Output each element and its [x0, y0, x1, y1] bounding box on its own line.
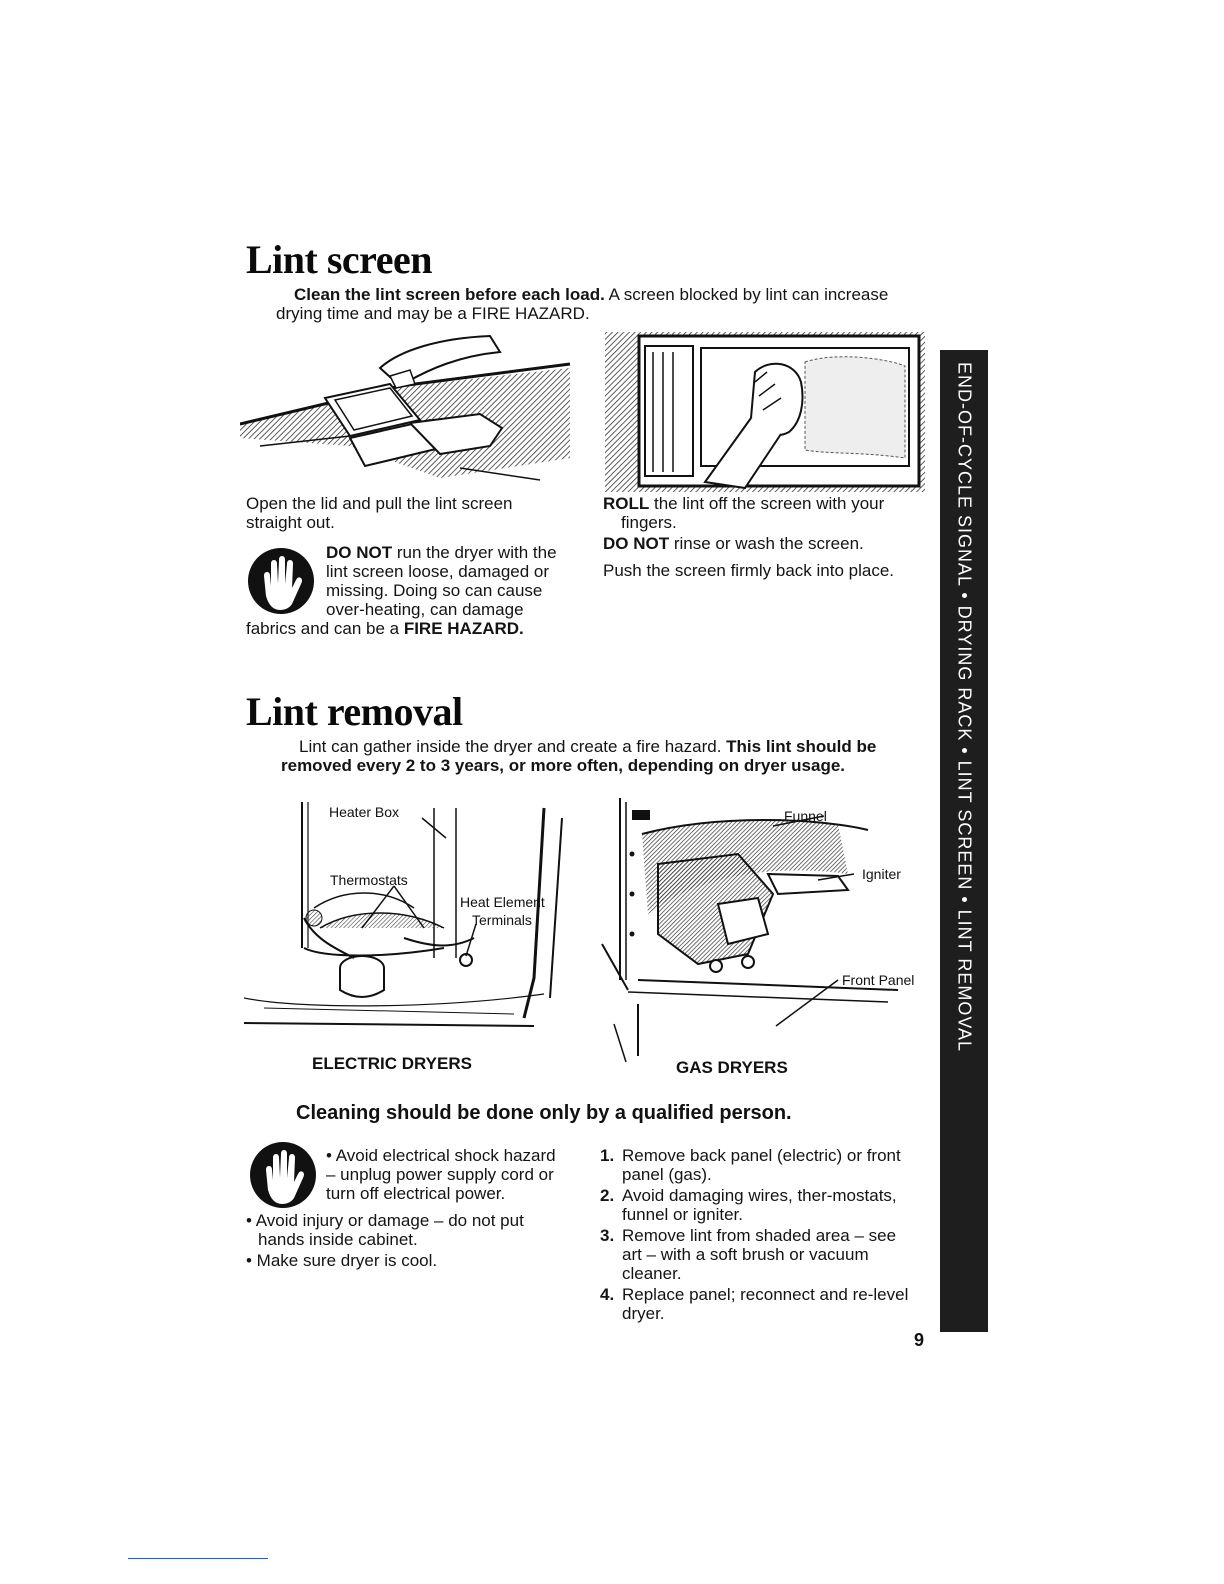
lint-removal-intro-bold: This lint should be removed every 2 to 3 years, or more often, depending on dryer usage. — [281, 737, 877, 775]
lint-screen-intro — [276, 285, 916, 323]
label-terminals: Terminals — [472, 912, 532, 928]
warning-text: run the dryer with the lint screen loose, damaged or missing. Doing so can cause over-heating, can damage fabrics and can be a — [246, 543, 557, 638]
gas-dryers-caption: GAS DRYERS — [676, 1058, 788, 1077]
step-item: 3. Remove lint from shaded area – see art – with a soft brush or vacuum cleaner. — [600, 1226, 897, 1283]
roll-bold: ROLL — [603, 494, 650, 513]
lint-screen-open-illustration — [240, 328, 570, 493]
lint-screen-heading: Lint screen — [246, 237, 432, 282]
warning-fire-hazard: FIRE HAZARD. — [403, 619, 524, 638]
footer-rule — [128, 1558, 268, 1559]
lint-removal-intro — [281, 737, 901, 775]
bullet-injury: • Avoid injury or damage – do not put hands inside cabinet. — [246, 1211, 524, 1249]
label-funnel: Funnel — [784, 808, 827, 824]
safety-bullets — [246, 1146, 566, 1272]
roll-text: the lint off the screen with your fingers. — [621, 494, 885, 532]
gas-dryer-illustration — [598, 794, 936, 1064]
label-heat-element: Heat Element — [460, 894, 545, 910]
lint-screen-roll-caption — [603, 494, 903, 580]
section-tab — [940, 350, 988, 1332]
label-front-panel: Front Panel — [842, 972, 915, 988]
lint-screen-intro-bold: Clean the lint screen before each load. — [294, 285, 605, 304]
label-thermostats: Thermostats — [330, 872, 408, 888]
lint-screen-roll-illustration — [605, 322, 925, 492]
step-item: 1. Remove back panel (electric) or front panel (gas). — [600, 1146, 901, 1184]
lint-screen-intro-rest: A screen blocked by lint can increase drying time and may be a FIRE HAZARD. — [276, 285, 889, 323]
lint-removal-heading: Lint removal — [246, 689, 463, 734]
donot-text: rinse or wash the screen. — [669, 534, 864, 553]
qualified-person-note: Cleaning should be done only by a qualified person. — [296, 1102, 792, 1124]
bullet-cool: • Make sure dryer is cool. — [246, 1251, 438, 1270]
bullet-shock: • Avoid electrical shock hazard – unplug power supply cord or turn off electrical power. — [326, 1146, 556, 1203]
lint-removal-intro-text: Lint can gather inside the dryer and create a fire hazard. — [299, 737, 727, 756]
page-number: 9 — [914, 1330, 925, 1350]
cleaning-steps — [600, 1146, 920, 1325]
push-text: Push the screen firmly back into place. — [603, 561, 895, 580]
warning-do-not: DO NOT — [326, 543, 393, 562]
lint-screen-warning — [246, 543, 566, 638]
electric-dryer-illustration — [244, 798, 574, 1030]
step-item: 4. Replace panel; reconnect and re-level dryer. — [600, 1285, 909, 1323]
label-igniter: Igniter — [862, 866, 901, 882]
donot-bold: DO NOT — [603, 534, 670, 553]
section-tab-label: END-OF-CYCLE SIGNAL • DRYING RACK • LINT SCREEN • LINT REMOVAL — [954, 362, 975, 1053]
label-heater-box: Heater Box — [329, 804, 400, 820]
lint-screen-open-caption: Open the lid and pull the lint screen straight out. — [246, 494, 513, 532]
electric-dryers-caption: ELECTRIC DRYERS — [312, 1054, 472, 1073]
step-item: 2. Avoid damaging wires, ther-mostats, funnel or igniter. — [600, 1186, 897, 1224]
